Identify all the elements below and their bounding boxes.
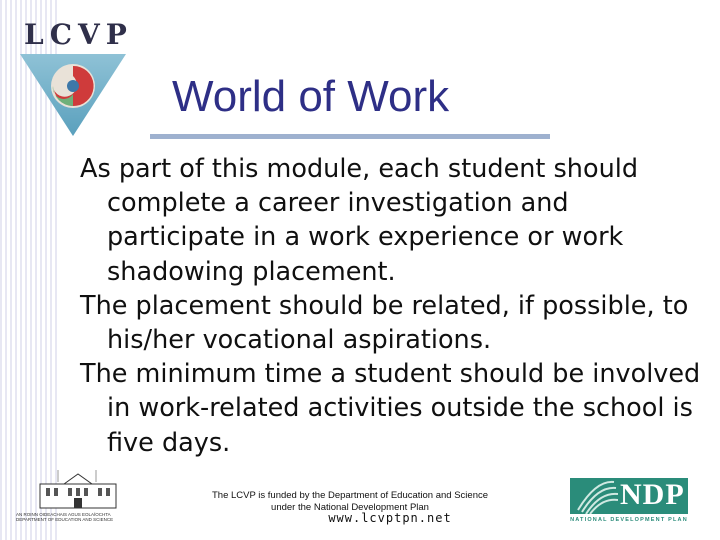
ndp-logo (570, 478, 688, 528)
ndp-caption: NATIONAL DEVELOPMENT PLAN (570, 517, 688, 523)
ndp-logo-text: NDP (620, 478, 685, 511)
lcvp-logo-text: LCVP (24, 18, 133, 51)
slide-body (80, 152, 708, 460)
ndp-swirl-icon (574, 478, 618, 514)
website-url: www.lcvptpn.net (328, 511, 452, 525)
department-of-education-logo (16, 468, 136, 524)
bullet-paragraph: The minimum time a student should be involved in work-related activities outside the school is five days. (80, 359, 701, 458)
department-caption: AN ROINN OIDEACHAIS AGUS EOLAÍOCHTA DEPARTMENT OF EDUCATION AND SCIENCE (16, 512, 114, 522)
slide-title: World of Work (172, 72, 450, 121)
ndp-logo-box (570, 478, 688, 514)
building-icon (38, 468, 118, 510)
lcvp-logo (18, 18, 133, 138)
funding-note-line1: The LCVP is funded by the Department of Education and Science (211, 490, 489, 501)
bullet-paragraph: The placement should be related, if possible, to his/her vocational aspirations. (80, 290, 689, 356)
bullet-paragraph: As part of this module, each student should complete a career investigation and participate in a work experience or work shadowing placement. (80, 154, 638, 287)
title-divider (150, 134, 550, 139)
funding-note-line2: under the National Development Plan (271, 502, 429, 513)
lcvp-emblem-icon (18, 50, 128, 140)
